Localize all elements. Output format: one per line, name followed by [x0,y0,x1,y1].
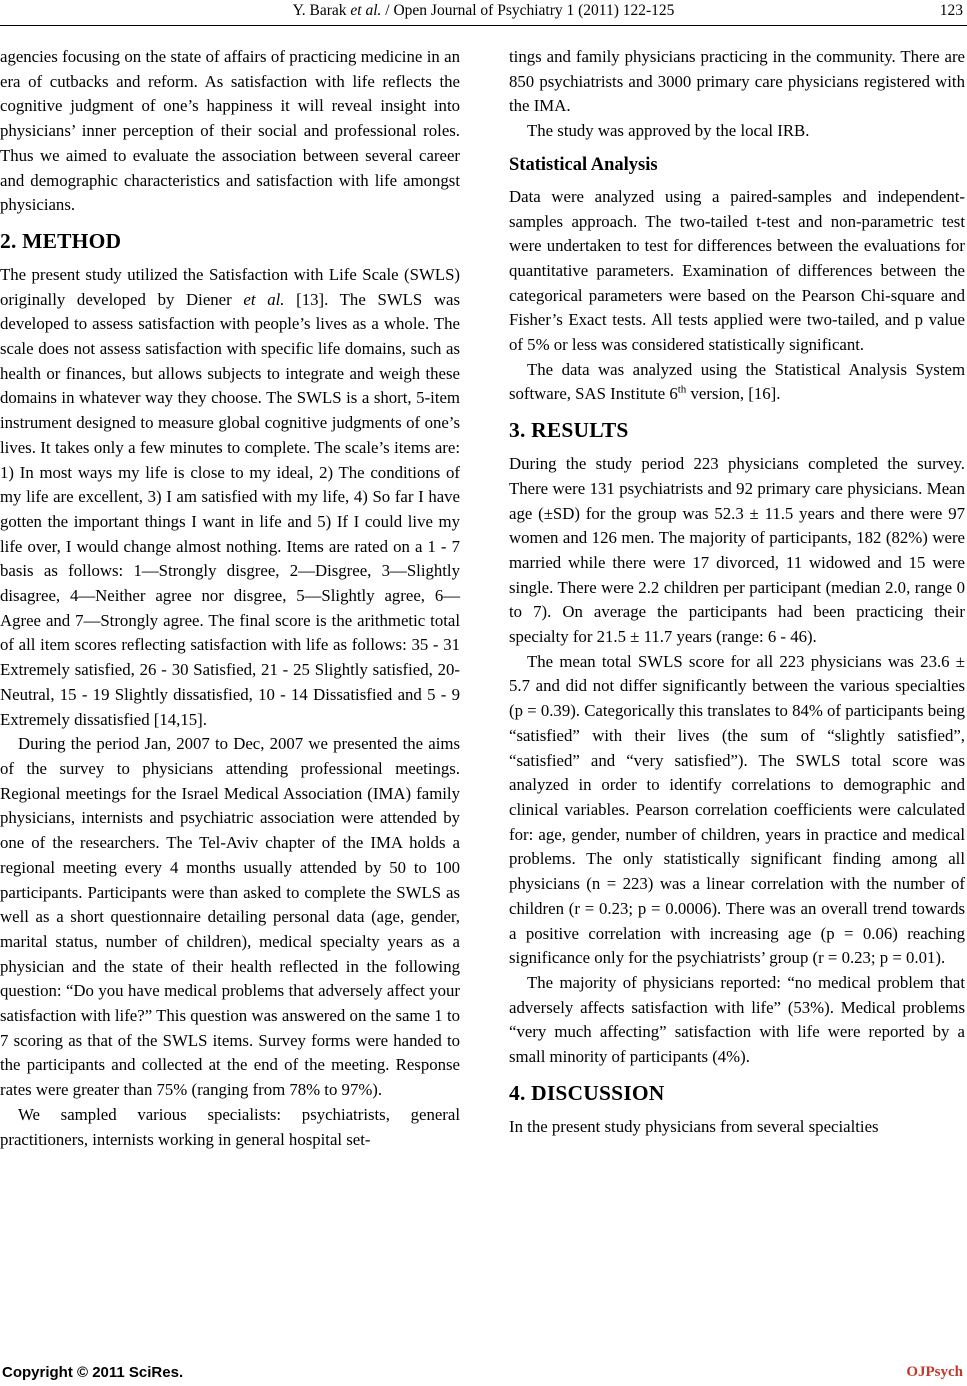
survey-period-paragraph: During the period Jan, 2007 to Dec, 2007 we presented the aims of the survey to physicians attending professional meetings. Regional meetings for the Israel Medical Association (IMA) family physicians, internists and psychiatric association were attended by one of the researchers. The Tel-Aviv chapter of the IMA holds a regional meeting every 4 months usually attended by 50 to 100 participants. Participants were than asked to complete the SWLS as well as a short questionnaire detailing personal data (age, gender, marital status, number of children), medical specialty years as a physician and the state of their health reflected in the following question: “Do you have medical problems that adversely affect your satisfaction with life?” This question was answered on the same 1 to 7 scoring as that of the SWLS items. Survey forms were handed to the participants and collected at the end of the meeting. Response rates were greater than 75% (ranging from 78% to 97%). [0,734,460,1100]
running-author: Y. Barak [292,2,347,19]
results-paragraph-2: The mean total SWLS score for all 223 physicians was 23.6 ± 5.7 and did not differ significantly between the various specialties (p = 0.39). Categorically this translates to 84% of participants being “satisfied” with their lives (the sum of “slightly satisfied”, “satisfied” and “very satisfied”). The SWLS total score was analyzed in order to identify correlations to demographic and clinical variables. Pearson correlation coefficients were calculated for: age, gender, number of children, years in practice and medical problems. The only statistically significant finding among all physicians (n = 223) was a linear correlation with the number of children (r = 0.23; p = 0.0006). There was an overall trend towards a positive correlation with increasing age (p = 0.06) reaching significance only for the psychiatrists’ group (r = 0.23; p = 0.01). [509,651,965,968]
running-journal: / Open Journal of Psychiatry 1 (2011) 122-125 [381,2,675,19]
sampled-continued-paragraph: tings and family physicians practicing in the community. There are 850 psychiatrists and 3000 primary care physicians registered with the IMA. [509,47,965,116]
copyright-notice: Copyright © 2011 SciRes. [2,1364,184,1381]
journal-abbreviation: OJPsych [906,1364,963,1380]
results-paragraph-1: During the study period 223 physicians completed the survey. There were 131 psychiatrists and 92 primary care physicians. Mean age (±SD) for the group was 52.3 ± 11.5 years and there were 97 women and 126 men. The majority of participants, 182 (82%) were married while there were 17 divorced, 11 widowed and 15 were single. There were 2.2 children per participant (median 2.0, range 0 to 7). On average the participants had been practicing their specialty for 21.5 ± 11.7 years (range: 6 - 46). [509,454,965,647]
sampled-paragraph: We sampled various specialists: psychiatrists, general practitioners, internists working in general hospital set- [0,1104,460,1149]
running-title [0,2,967,20]
method-etal: et al. [243,289,285,309]
header-rule [0,25,967,26]
running-header [0,2,967,24]
method-paragraph [0,263,460,732]
sas-text-a: The data was analyzed using the Statistical Analysis System software, SAS Institute 6 [509,359,965,404]
section-heading-discussion: 4. DISCUSSION [509,1080,665,1105]
right-column [509,45,965,1139]
results-paragraph-3: The majority of physicians reported: “no medical problem that adversely affects satisfaction with life” (53%). Medical problems “very much affecting” satisfaction with life were reported by a small minority of participants (4%). [509,972,965,1067]
irb-paragraph: The study was approved by the local IRB. [527,121,810,141]
page-footer [0,1364,967,1384]
section-heading-method: 2. METHOD [0,228,122,253]
sas-text-b: version, [16]. [686,384,781,404]
sas-paragraph [509,358,965,407]
subsection-heading-statistical-analysis: Statistical Analysis [509,154,658,175]
left-column [0,45,460,1152]
sas-superscript: th [677,383,687,396]
page-number: 123 [939,2,963,19]
method-text-a: The present study utilized the Satisfaction with Life Scale (SWLS) originally developed by Diener [0,264,460,309]
running-etal: et al. [350,2,382,19]
method-text-b: [13]. The SWLS was developed to assess satisfaction with people’s lives as a whole. The scale does not assess satisfaction with specific life domains, such as health or finances, but allows subjects to integrate and weigh these domains in whatever way they choose. The SWLS is a short, 5-item instrument designed to measure global cognitive judgments of one’s lives. It takes only a few minutes to complete. The scale’s items are: 1) In most ways my life is close to my ideal, 2) The conditions of my life are excellent, 3) I am satisfied with my life, 4) So far I have gotten the important things I want in life and 5) If I could live my life over, I would change almost nothing. Items are rated on a 1 - 7 basis as follows: 1—Strongly disgree, 2—Disgree, 3—Slightly disagree, 4—Neither agree nor disgree, 5—Slightly agree, 6—Agree and 7—Strongly agree. The final score is the arithmetic total of all item scores reflecting satisfaction with life as follows: 35 - 31 Extremely satisfied, 26 - 30 Satisfied, 21 - 25 Slightly satisfied, 20-Neutral, 15 - 19 Slightly dissatisfied, 10 - 14 Dissatisfied and 5 - 9 Extremely dissatisfied [14,15]. [0,289,460,729]
statistics-paragraph: Data were analyzed using a paired-samples and independent-samples approach. The two-tailed t-test and non-parametric test were undertaken to test for differences between the evaluations for quantitative parameters. Examination of differences between the categorical parameters were based on the Pearson Chi-square and Fisher’s Exact tests. All tests applied were two-tailed, and p value of 5% or less was considered statistically significant. [509,186,965,355]
discussion-paragraph: In the present study physicians from several specialties [509,1116,879,1136]
section-heading-results: 3. RESULTS [509,418,629,443]
intro-paragraph: agencies focusing on the state of affairs of practicing medicine in an era of cutbacks and reform. As satisfaction with life reflects the cognitive judgment of one’s happiness it will reveal insight into physicians’ inner perception of their social and professional roles. Thus we aimed to evaluate the association between several career and demographic characteristics and satisfaction with life amongst physicians. [0,47,460,215]
